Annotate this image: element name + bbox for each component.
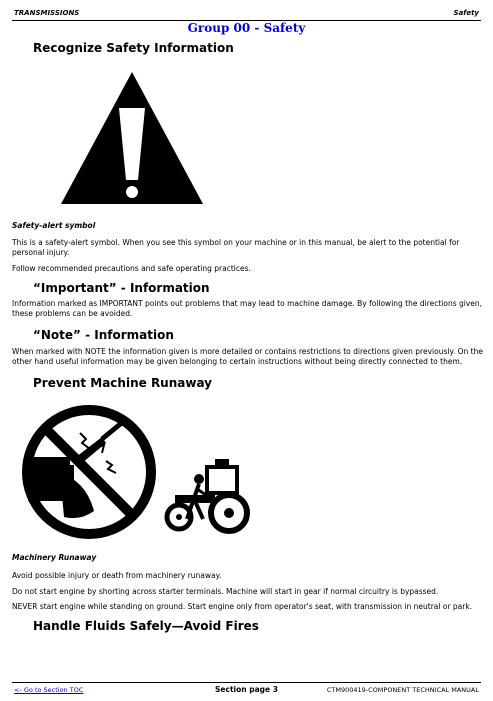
paragraph-avoid-injury: Avoid possible injury or death from machinery runaway.	[12, 571, 222, 580]
heading-recognize-safety: Recognize Safety Information	[33, 41, 234, 55]
caption-safety-alert: Safety-alert symbol	[12, 221, 96, 230]
paragraph-note: When marked with NOTE the information given is more detailed or contains restrictions to directions given previously. On the other hand useful information may be given belonging to certain instructions without being directly connected to them.	[12, 347, 483, 366]
tractor-runaway-icon	[163, 457, 253, 537]
paragraph-operator-seat: NEVER start engine while standing on ground. Start engine only from operator's seat, with transmission in neutral or park.	[12, 602, 473, 611]
section-page-number: Section page 3	[215, 685, 278, 694]
safety-alert-symbol-icon	[57, 68, 207, 208]
paragraph-precautions: Follow recommended precautions and safe operating practices.	[12, 264, 251, 273]
heading-note: “Note” - Information	[33, 328, 174, 342]
no-shorting-starter-icon	[20, 403, 158, 541]
paragraph-no-shorting: Do not start engine by shorting across starter terminals. Machine will start in gear if normal circuitry is bypassed.	[12, 587, 439, 596]
go-to-section-toc-link[interactable]: <- Go to Section TOC	[14, 686, 84, 694]
page-footer	[12, 682, 481, 697]
caption-machinery-runaway: Machinery Runaway	[12, 553, 97, 562]
heading-prevent-runaway: Prevent Machine Runaway	[33, 376, 212, 390]
manual-title: CTM900419-COMPONENT TECHNICAL MANUAL	[326, 686, 479, 694]
page-header	[12, 9, 481, 21]
heading-handle-fluids: Handle Fluids Safely—Avoid Fires	[33, 619, 259, 633]
heading-important: “Important” - Information	[33, 281, 210, 295]
paragraph-safety-alert: This is a safety-alert symbol. When you see this symbol on your machine or in this manual, be alert to the potential for personal injury.	[12, 238, 460, 257]
header-section-name: TRANSMISSIONS	[14, 9, 80, 17]
group-title: Group 00 - Safety	[187, 21, 306, 35]
header-chapter-name: Safety	[453, 9, 479, 17]
paragraph-important: Information marked as IMPORTANT points out problems that may lead to machine damage. By following the directions given, these problems can be avoided.	[12, 299, 483, 318]
